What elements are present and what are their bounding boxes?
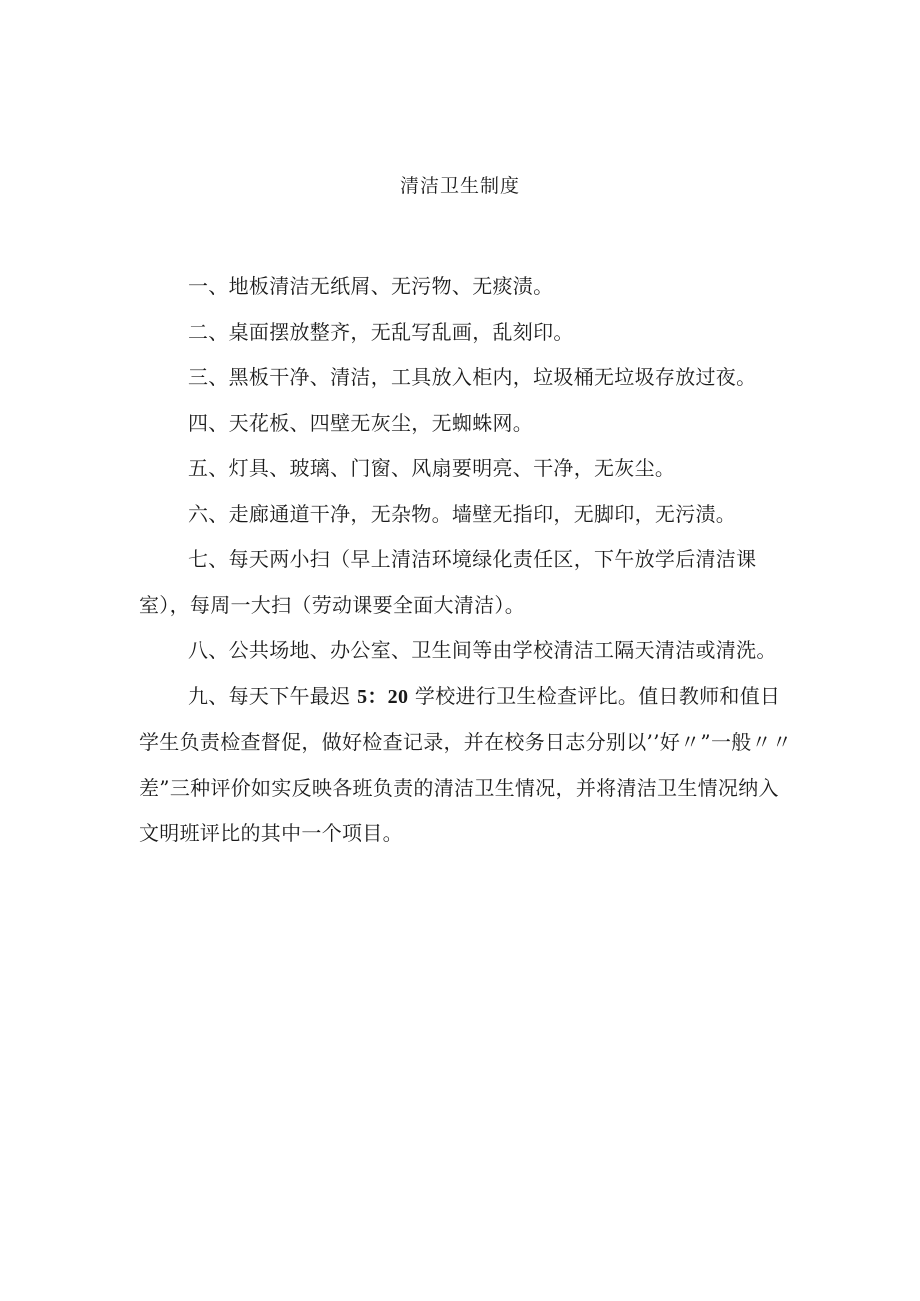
rule-item: 五、灯具、玻璃、门窗、风扇要明亮、干净，无灰尘。 bbox=[188, 456, 676, 480]
rules-list bbox=[139, 264, 795, 857]
rule-suffix: 学校进行卫生检查评比。值日教师和值日学生负责检查督促，做好检查记录，并在校务日志分别以’’好〃”一般〃〃差”三种评价如实反映各班负责的清洁卫生情况，并将清洁卫生情况纳入文明班评比的其中一个项目。 bbox=[139, 683, 793, 845]
document-title: 清洁卫生制度 bbox=[399, 175, 520, 197]
rule-item: 二、桌面摆放整齐，无乱写乱画，乱刻印。 bbox=[188, 319, 574, 344]
rule-item-inspection bbox=[139, 674, 795, 857]
rule-item: 六、走廊通道干净，无杂物。墙壁无指印，无脚印，无污渍。 bbox=[188, 501, 737, 526]
rule-item: 三、黑板干净、清洁，工具放入柜内，垃圾桶无垃圾存放过夜。 bbox=[188, 365, 757, 389]
inspection-time: 5：20 bbox=[357, 685, 409, 708]
rule-item: 七、每天两小扫（早上清洁环境绿化责任区，下午放学后清洁课室），每周一大扫（劳动课要全面大清洁）。 bbox=[139, 547, 757, 617]
rule-item: 一、地板清洁无纸屑、无污物、无痰渍。 bbox=[188, 274, 554, 298]
rule-item: 八、公共场地、办公室、卫生间等由学校清洁工隔天清洁或清洗。 bbox=[188, 638, 777, 662]
rule-prefix: 九、每天下午最迟 bbox=[188, 683, 358, 708]
rule-item: 四、天花板、四壁无灰尘，无蜘蛛网。 bbox=[188, 410, 534, 435]
